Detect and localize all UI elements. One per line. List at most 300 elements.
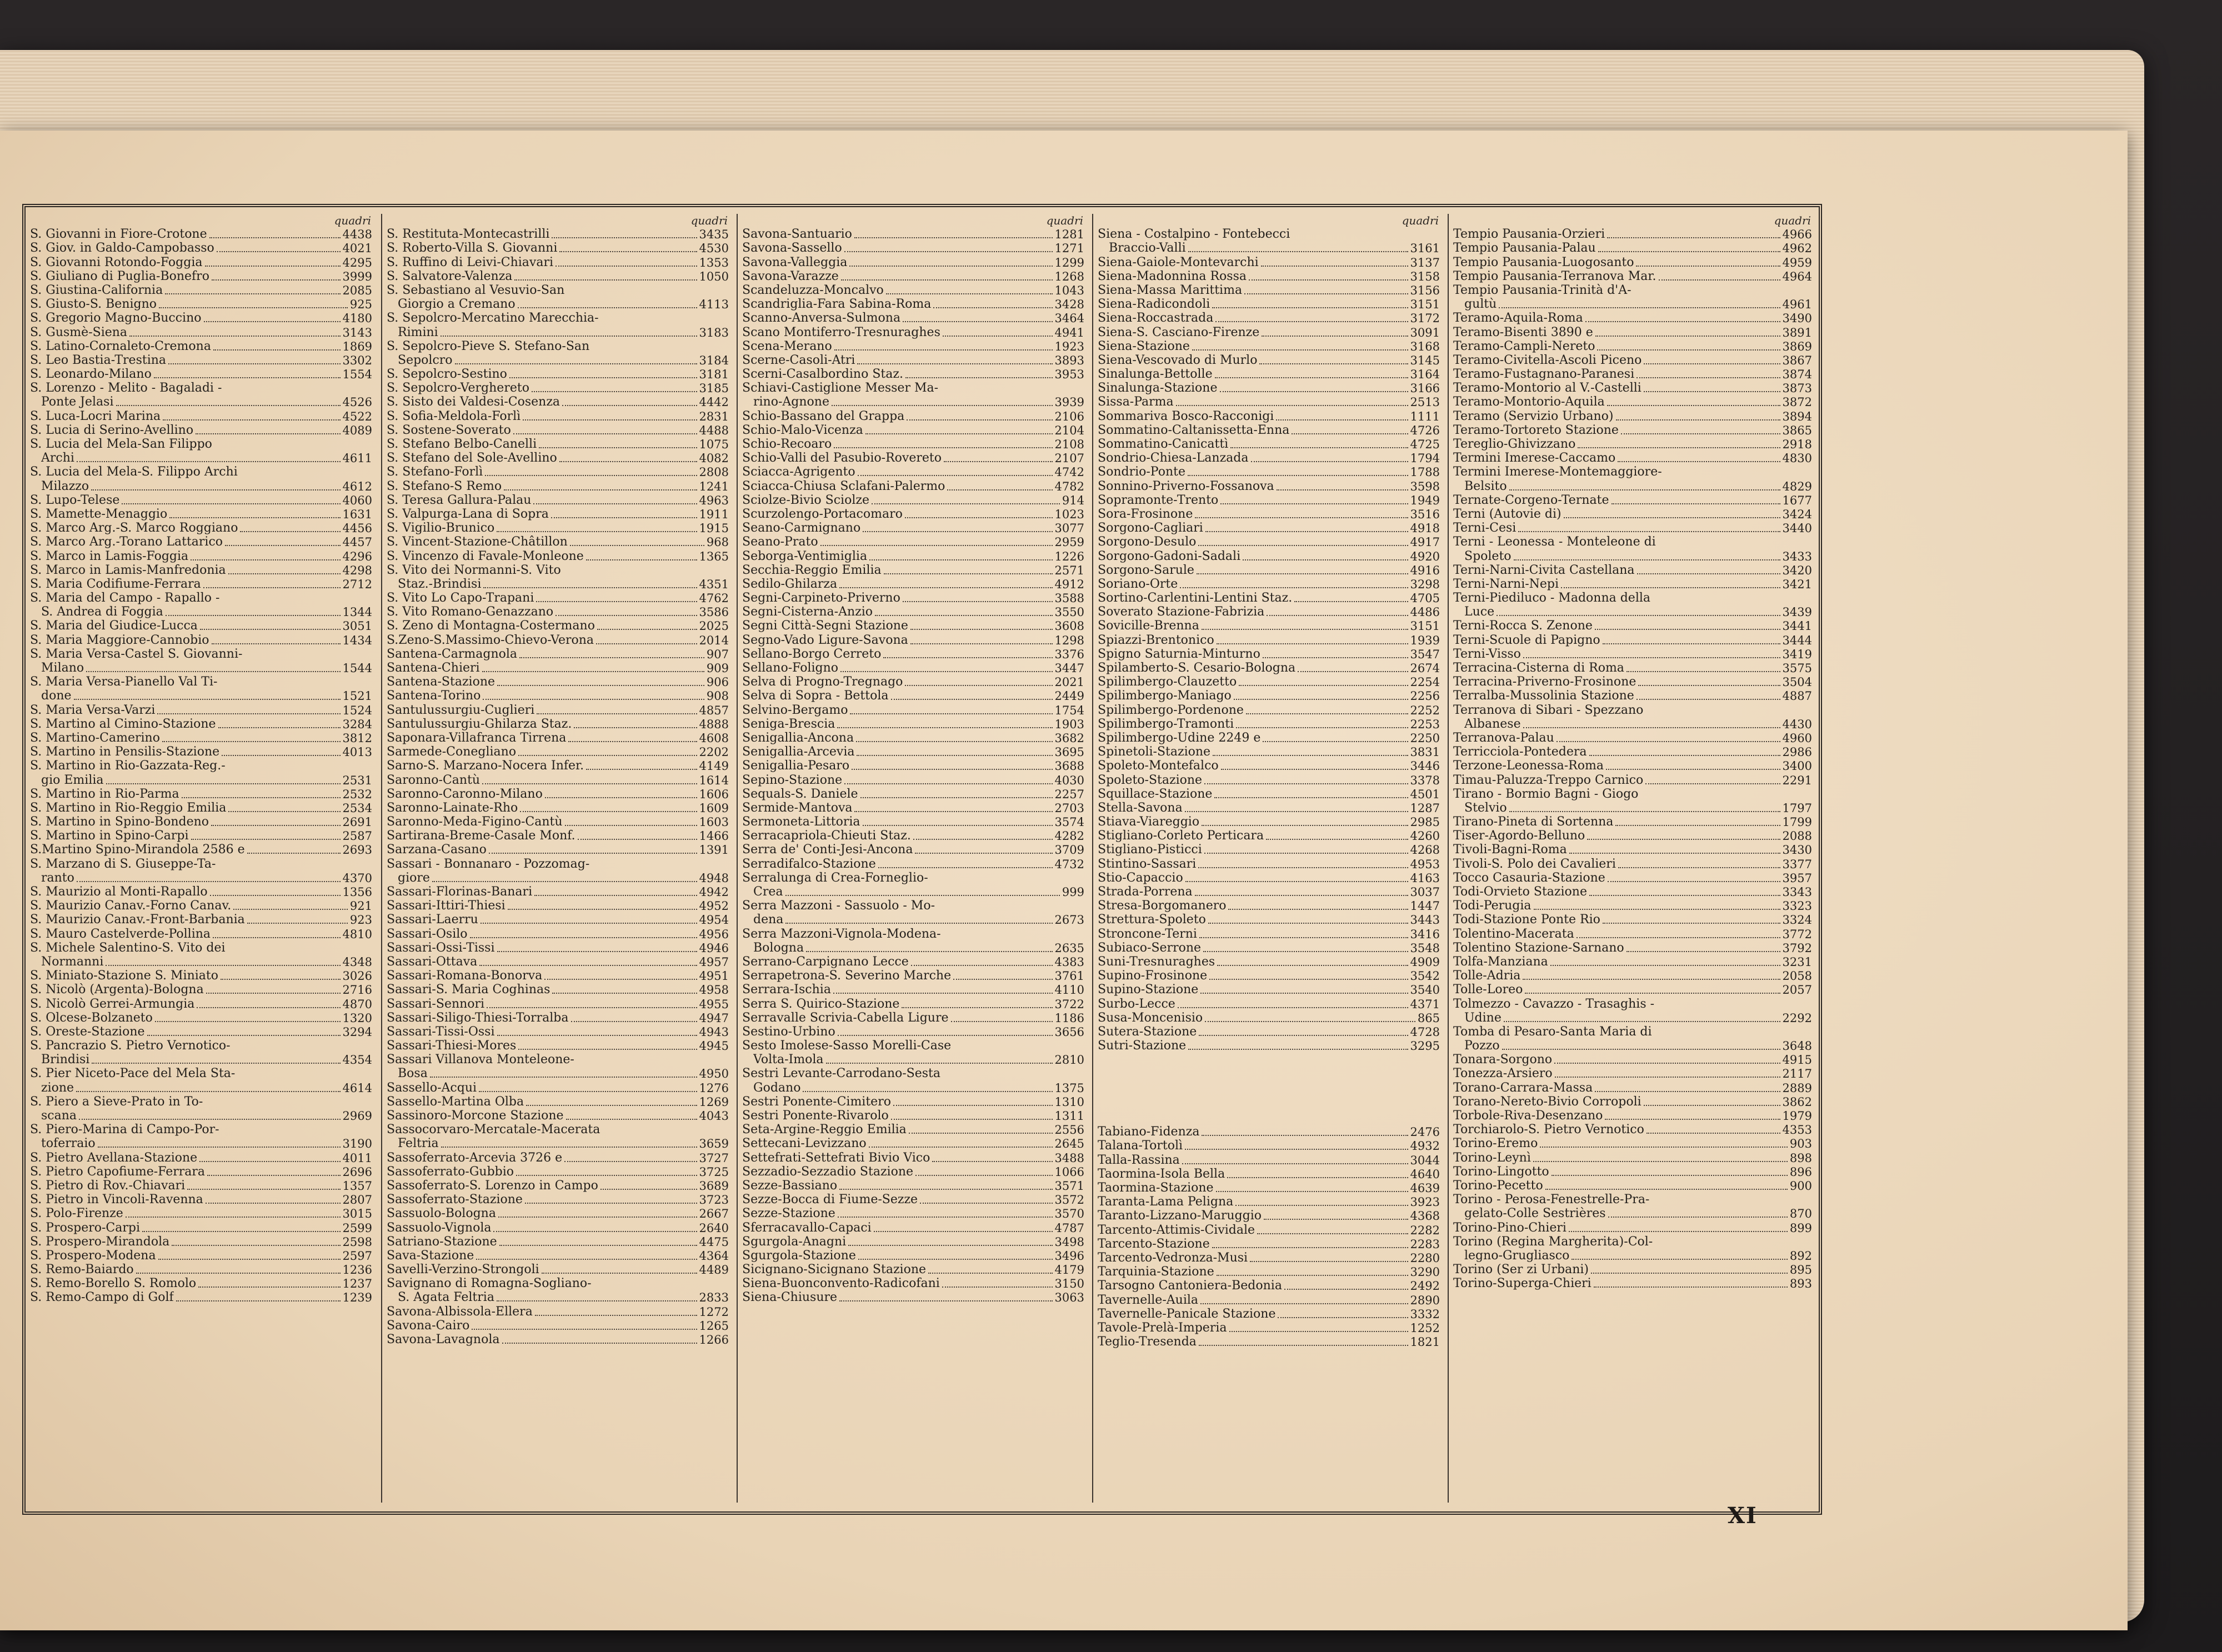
index-entry bbox=[742, 773, 1084, 787]
index-entry bbox=[1453, 1249, 1812, 1263]
dot-leader bbox=[79, 1119, 341, 1120]
map-number: 3298 bbox=[1410, 577, 1440, 591]
index-entry bbox=[30, 1150, 372, 1164]
index-entry bbox=[387, 479, 729, 493]
index-entry bbox=[742, 661, 1084, 675]
route-name: S. Martino al Cimino-Stazione bbox=[30, 717, 216, 731]
map-number: 4438 bbox=[342, 228, 372, 242]
index-entry bbox=[1453, 325, 1812, 339]
map-number: 4043 bbox=[699, 1109, 729, 1123]
index-entry bbox=[387, 745, 729, 759]
route-name: Santena-Stazione bbox=[387, 675, 496, 689]
index-entry bbox=[742, 759, 1084, 773]
map-number: 4082 bbox=[699, 452, 729, 465]
route-name: Sezze-Bocca di Fiume-Sezze bbox=[742, 1193, 918, 1207]
index-entry bbox=[30, 395, 372, 409]
map-number: 3727 bbox=[699, 1151, 729, 1165]
dot-leader bbox=[891, 699, 1053, 700]
route-name: Selvino-Bergamo bbox=[742, 703, 848, 717]
route-name: Tolentino Stazione-Sarnano bbox=[1453, 941, 1624, 955]
map-number: 2252 bbox=[1410, 703, 1440, 717]
index-entry bbox=[387, 633, 729, 647]
route-name: Terni-Cesi bbox=[1453, 522, 1517, 535]
dot-leader bbox=[1554, 1063, 1780, 1064]
dot-leader bbox=[212, 643, 341, 644]
page-number: XI bbox=[1728, 1503, 1758, 1529]
index-entry bbox=[742, 633, 1084, 647]
index-entry bbox=[30, 465, 372, 479]
map-number: 1788 bbox=[1410, 465, 1440, 479]
dot-leader bbox=[206, 993, 341, 994]
map-number: 3548 bbox=[1410, 941, 1440, 955]
route-name: Sepolcro bbox=[398, 353, 453, 367]
dot-leader bbox=[441, 336, 697, 337]
map-number: 4945 bbox=[699, 1039, 729, 1053]
map-number: 3867 bbox=[1782, 353, 1812, 367]
index-entry bbox=[1453, 619, 1812, 633]
index-entry bbox=[30, 745, 372, 759]
dot-leader bbox=[432, 881, 697, 882]
index-entry bbox=[387, 1290, 729, 1304]
index-entry bbox=[1453, 1080, 1812, 1094]
dot-leader bbox=[1185, 1149, 1408, 1150]
dot-leader bbox=[566, 1119, 697, 1120]
route-name: Sassari-S. Maria Coghinas bbox=[387, 983, 551, 997]
index-entry bbox=[30, 451, 372, 465]
map-number: 3378 bbox=[1410, 773, 1440, 787]
map-number: 4888 bbox=[699, 717, 729, 731]
index-entry bbox=[1098, 227, 1440, 241]
dot-leader bbox=[1276, 419, 1408, 420]
dot-leader bbox=[191, 559, 340, 560]
route-name: Siena-Stazione bbox=[1098, 339, 1190, 353]
index-entry bbox=[1098, 745, 1440, 759]
map-number: 2667 bbox=[699, 1207, 729, 1221]
index-entry bbox=[742, 591, 1084, 605]
index-entry bbox=[1098, 815, 1440, 829]
route-name: Teramo-Tortoreto Stazione bbox=[1453, 423, 1619, 437]
index-entry bbox=[30, 885, 372, 899]
index-entry bbox=[387, 1207, 729, 1220]
route-name: Sesto Imolese-Sasso Morelli-Case bbox=[742, 1039, 952, 1053]
index-entry bbox=[1098, 605, 1440, 619]
map-number: 2696 bbox=[342, 1165, 372, 1179]
route-name: Sassuolo-Vignola bbox=[387, 1221, 492, 1235]
dot-leader bbox=[840, 671, 1053, 672]
dot-leader bbox=[944, 461, 1053, 462]
route-name: Tarquinia-Stazione bbox=[1098, 1265, 1214, 1279]
index-entry bbox=[387, 521, 729, 535]
dot-leader bbox=[1597, 349, 1780, 351]
route-name: Stiava-Viareggio bbox=[1098, 815, 1200, 829]
dot-leader bbox=[534, 895, 697, 896]
route-name: Subiaco-Serrone bbox=[1098, 941, 1202, 955]
dot-leader bbox=[1195, 895, 1408, 896]
dot-leader bbox=[233, 909, 348, 910]
route-name: Torino (Ser zi Urbani) bbox=[1453, 1263, 1589, 1277]
index-entry bbox=[1098, 591, 1440, 605]
route-name: S. Maurizio Canav.-Forno Canav. bbox=[30, 899, 232, 913]
route-name: Udine bbox=[1464, 1011, 1502, 1025]
map-number: 1375 bbox=[1054, 1081, 1084, 1095]
index-entry bbox=[1098, 997, 1440, 1010]
index-entry bbox=[742, 563, 1084, 577]
map-number: 4947 bbox=[699, 1011, 729, 1025]
index-entry bbox=[387, 241, 729, 255]
map-number: 2598 bbox=[342, 1235, 372, 1249]
map-number: 1237 bbox=[342, 1277, 372, 1291]
map-number: 4608 bbox=[699, 731, 729, 745]
map-number: 3151 bbox=[1410, 298, 1440, 312]
map-number: 3137 bbox=[1410, 256, 1440, 269]
route-name: S. Mauro Castelverde-Pollina bbox=[30, 927, 211, 941]
dot-leader bbox=[209, 237, 341, 238]
index-entry bbox=[387, 1276, 729, 1290]
map-number: 921 bbox=[349, 899, 372, 913]
map-number: 3324 bbox=[1782, 913, 1812, 927]
map-number: 3416 bbox=[1410, 927, 1440, 941]
map-number: 1939 bbox=[1410, 633, 1440, 647]
route-name: S. Marco in Lamis-Manfredonia bbox=[30, 563, 226, 577]
index-entry bbox=[742, 423, 1084, 437]
route-name: Teramo-Aquila-Roma bbox=[1453, 312, 1583, 326]
index-entry bbox=[742, 843, 1084, 857]
route-name: Saponara-Villafranca Tirrena bbox=[387, 731, 567, 745]
dot-leader bbox=[166, 615, 341, 616]
route-name: Torino - Perosa-Fenestrelle-Pra- bbox=[1453, 1193, 1650, 1207]
map-number: 3424 bbox=[1782, 507, 1812, 521]
route-name: Todi-Stazione Ponte Rio bbox=[1453, 913, 1600, 927]
map-number: 1434 bbox=[342, 633, 372, 647]
dot-leader bbox=[586, 559, 697, 560]
map-number: 3077 bbox=[1054, 522, 1084, 535]
dot-leader bbox=[168, 363, 341, 364]
index-entry bbox=[1453, 493, 1812, 507]
route-name: S. Oreste-Stazione bbox=[30, 1025, 145, 1039]
index-entry bbox=[1098, 843, 1440, 857]
dot-leader bbox=[571, 1021, 697, 1022]
route-name: Terni-Piediluco - Madonna della bbox=[1453, 592, 1651, 605]
map-number: 3185 bbox=[699, 382, 729, 396]
index-entry bbox=[1453, 465, 1812, 479]
route-name: Sorgono-Sarule bbox=[1098, 563, 1194, 577]
dot-leader bbox=[544, 979, 697, 980]
route-name: Siena - Costalpino - Fontebecci bbox=[1098, 228, 1290, 242]
route-name: Sassoferrato-Arcevia 3726 e bbox=[387, 1151, 563, 1165]
index-entry bbox=[1098, 437, 1440, 451]
dot-leader bbox=[857, 755, 1052, 756]
index-entry bbox=[1098, 549, 1440, 563]
dot-leader bbox=[1208, 923, 1408, 924]
dot-leader bbox=[1234, 699, 1408, 700]
map-number: 1271 bbox=[1054, 242, 1084, 256]
dot-leader bbox=[485, 475, 697, 476]
map-number: 2985 bbox=[1410, 815, 1440, 829]
dot-leader bbox=[206, 1203, 341, 1204]
dot-leader bbox=[1259, 363, 1408, 364]
index-entry bbox=[742, 913, 1084, 927]
dot-leader bbox=[803, 1091, 1052, 1092]
route-name: Taranto-Lizzano-Maruggio bbox=[1098, 1209, 1262, 1223]
dot-leader bbox=[902, 1007, 1052, 1008]
dot-leader bbox=[869, 1147, 1053, 1148]
map-number: 1266 bbox=[699, 1333, 729, 1346]
index-entry bbox=[1453, 1193, 1812, 1207]
dot-leader bbox=[586, 769, 697, 770]
route-name: Sassocorvaro-Mercatale-Macerata bbox=[387, 1123, 600, 1137]
index-entry bbox=[387, 1220, 729, 1234]
route-name: Supino-Frosinone bbox=[1098, 969, 1208, 983]
index-entry bbox=[1098, 1335, 1440, 1349]
route-name: S. Maria Versa-Castel S. Giovanni- bbox=[30, 647, 243, 661]
route-name: Torano-Carrara-Massa bbox=[1453, 1081, 1593, 1095]
route-name: Tereglio-Ghivizzano bbox=[1453, 438, 1576, 451]
route-name: S. Pancrazio S. Pietro Vernotico- bbox=[30, 1039, 231, 1053]
route-name: Sgurgola-Stazione bbox=[742, 1249, 856, 1263]
map-number: 4952 bbox=[699, 899, 729, 913]
dot-leader bbox=[556, 266, 697, 267]
map-number: 1276 bbox=[699, 1081, 729, 1095]
dot-leader bbox=[1205, 1021, 1415, 1022]
dot-leader bbox=[1246, 713, 1408, 714]
route-name: Sermide-Mantova bbox=[742, 801, 853, 815]
route-name: Sorgono-Gadoni-Sadali bbox=[1098, 549, 1241, 563]
map-number: 3772 bbox=[1782, 927, 1812, 941]
map-number: 1287 bbox=[1410, 801, 1440, 815]
map-number: 2716 bbox=[342, 983, 372, 997]
index-entry bbox=[742, 619, 1084, 633]
map-number: 3323 bbox=[1782, 899, 1812, 913]
dot-leader bbox=[854, 237, 1053, 238]
map-number: 3284 bbox=[342, 717, 372, 731]
map-number: 4957 bbox=[699, 955, 729, 969]
index-entry bbox=[1098, 409, 1440, 423]
dot-leader bbox=[872, 503, 1060, 504]
route-name: S. Maria Maggiore-Cannobio bbox=[30, 633, 209, 647]
index-entry bbox=[30, 381, 372, 395]
index-entry bbox=[1098, 479, 1440, 493]
index-entry bbox=[1098, 1209, 1440, 1223]
map-number: 1365 bbox=[699, 549, 729, 563]
index-entry bbox=[1098, 703, 1440, 717]
index-entry bbox=[1098, 353, 1440, 367]
route-name: S. Marzano di S. Giuseppe-Ta- bbox=[30, 857, 216, 871]
index-entry bbox=[1098, 955, 1440, 969]
route-name: Pozzo bbox=[1464, 1039, 1500, 1053]
route-name: Teramo-Campli-Nereto bbox=[1453, 339, 1595, 353]
map-number: 3420 bbox=[1782, 563, 1812, 577]
index-entry bbox=[742, 395, 1084, 409]
map-number: 2571 bbox=[1054, 563, 1084, 577]
dot-leader bbox=[1569, 853, 1780, 854]
index-entry bbox=[387, 885, 729, 899]
dot-leader bbox=[1229, 1331, 1408, 1332]
map-number: 4782 bbox=[1054, 479, 1084, 493]
index-entry bbox=[1453, 815, 1812, 829]
map-number: 2058 bbox=[1782, 969, 1812, 983]
index-entry bbox=[30, 227, 372, 241]
index-entry bbox=[1453, 395, 1812, 409]
dot-leader bbox=[839, 587, 1052, 588]
index-entry bbox=[387, 255, 729, 269]
index-entry bbox=[30, 717, 372, 731]
map-number: 3999 bbox=[342, 269, 372, 283]
index-entry bbox=[742, 829, 1084, 843]
route-name: Torino-Superga-Chieri bbox=[1453, 1277, 1592, 1291]
route-name: Schio-Malo-Vicenza bbox=[742, 423, 863, 437]
dot-leader bbox=[455, 363, 697, 364]
map-number: 4787 bbox=[1054, 1221, 1084, 1235]
dot-leader bbox=[106, 783, 341, 784]
dot-leader bbox=[200, 629, 341, 630]
map-number: 4296 bbox=[342, 549, 372, 563]
map-number: 4371 bbox=[1410, 997, 1440, 1011]
index-entry bbox=[30, 1011, 372, 1025]
index-entry bbox=[387, 297, 729, 311]
dot-leader bbox=[1603, 923, 1780, 924]
map-number: 3430 bbox=[1782, 843, 1812, 857]
dot-leader bbox=[518, 1049, 697, 1050]
index-entry bbox=[387, 773, 729, 787]
index-entry bbox=[30, 1039, 372, 1053]
index-entry bbox=[30, 857, 372, 870]
map-number: 3953 bbox=[1054, 368, 1084, 382]
dot-leader bbox=[1621, 433, 1780, 434]
route-name: S. Leo Bastia-Trestina bbox=[30, 353, 167, 367]
index-entry bbox=[30, 1235, 372, 1249]
route-name: Tarcento-Stazione bbox=[1098, 1237, 1210, 1251]
index-entry bbox=[1453, 1123, 1812, 1137]
index-entry bbox=[1098, 311, 1440, 325]
index-entry bbox=[387, 1053, 729, 1067]
index-entry bbox=[1098, 255, 1440, 269]
map-number: 3091 bbox=[1410, 326, 1440, 339]
map-number: 4960 bbox=[1782, 731, 1812, 745]
route-name: Tavernelle-Panicale Stazione bbox=[1098, 1307, 1276, 1321]
dot-leader bbox=[472, 1329, 697, 1330]
index-entry bbox=[1098, 367, 1440, 381]
index-entry bbox=[1098, 493, 1440, 507]
index-entry bbox=[387, 423, 729, 437]
route-name: S. Stefano Belbo-Canelli bbox=[387, 438, 537, 451]
route-name: Tirano-Pineta di Sortenna bbox=[1453, 815, 1614, 829]
dot-leader bbox=[832, 405, 1053, 406]
map-number: 892 bbox=[1789, 1249, 1812, 1263]
index-entry bbox=[387, 493, 729, 507]
map-number: 4260 bbox=[1410, 829, 1440, 843]
index-entry bbox=[1453, 227, 1812, 241]
column-header-quadri: quadri bbox=[1402, 214, 1439, 227]
map-number: 3443 bbox=[1410, 913, 1440, 927]
index-entry bbox=[1453, 1095, 1812, 1109]
map-number: 2918 bbox=[1782, 438, 1812, 451]
route-name: Teramo-Montorio-Aquila bbox=[1453, 396, 1605, 409]
index-entry bbox=[1098, 1293, 1440, 1306]
dot-leader bbox=[479, 965, 697, 966]
index-entry bbox=[1098, 885, 1440, 899]
dot-leader bbox=[907, 419, 1052, 420]
dot-leader bbox=[1504, 1021, 1780, 1022]
dot-leader bbox=[1263, 741, 1408, 742]
map-number: 898 bbox=[1789, 1151, 1812, 1165]
route-name: Luce bbox=[1464, 605, 1495, 619]
map-number: 3044 bbox=[1410, 1153, 1440, 1167]
dot-leader bbox=[502, 1343, 697, 1344]
dot-leader bbox=[920, 1203, 1052, 1204]
map-number: 2807 bbox=[342, 1193, 372, 1207]
index-entry bbox=[30, 409, 372, 423]
route-name: Soverato Stazione-Fabrizia bbox=[1098, 605, 1265, 619]
index-entry bbox=[387, 1067, 729, 1080]
map-number: 3231 bbox=[1782, 955, 1812, 969]
route-name: S. Sisto dei Valdesi-Cosenza bbox=[387, 396, 560, 409]
dot-leader bbox=[552, 993, 697, 994]
dot-leader bbox=[523, 419, 697, 420]
dot-leader bbox=[568, 741, 697, 742]
route-name: Stintino-Sassari bbox=[1098, 857, 1197, 871]
dot-leader bbox=[1595, 336, 1780, 337]
map-number: 4966 bbox=[1782, 228, 1812, 242]
map-number: 1111 bbox=[1410, 409, 1440, 423]
route-name: Torino-Eremo bbox=[1453, 1137, 1538, 1151]
index-entry bbox=[30, 311, 372, 325]
index-entry bbox=[742, 353, 1084, 367]
index-entry bbox=[387, 507, 729, 521]
dot-leader bbox=[1644, 363, 1780, 364]
route-name: Senigallia-Pesaro bbox=[742, 759, 850, 773]
dot-leader bbox=[508, 909, 697, 910]
route-name: Sassinoro-Morcone Stazione bbox=[387, 1109, 564, 1123]
route-name: Sferracavallo-Capaci bbox=[742, 1221, 872, 1235]
dot-leader bbox=[953, 979, 1052, 980]
column-header-quadri: quadri bbox=[1046, 214, 1083, 227]
route-name: Sassari-Sennori bbox=[387, 997, 485, 1011]
map-number: 4870 bbox=[342, 997, 372, 1011]
map-number: 3166 bbox=[1410, 382, 1440, 396]
route-name: Sassari - Bonnanaro - Pozzomag- bbox=[387, 857, 590, 871]
index-entry bbox=[1098, 717, 1440, 731]
index-entry bbox=[1098, 381, 1440, 395]
map-number: 2250 bbox=[1410, 731, 1440, 745]
index-entry bbox=[387, 871, 729, 885]
dot-leader bbox=[1294, 601, 1408, 602]
map-number: 4030 bbox=[1054, 773, 1084, 787]
index-entry bbox=[1453, 479, 1812, 493]
dot-leader bbox=[1228, 909, 1408, 910]
map-number: 3290 bbox=[1410, 1265, 1440, 1279]
index-entry bbox=[30, 1123, 372, 1137]
index-entry bbox=[1453, 703, 1812, 717]
route-name: Giorgio a Cremano bbox=[398, 298, 516, 312]
map-number: 4475 bbox=[699, 1235, 729, 1249]
index-entry bbox=[387, 969, 729, 983]
dot-leader bbox=[1564, 517, 1780, 518]
index-entry bbox=[30, 633, 372, 647]
route-name: Strada-Porrena bbox=[1098, 885, 1193, 899]
index-entry bbox=[387, 577, 729, 591]
map-number: 3377 bbox=[1782, 857, 1812, 871]
index-entry bbox=[30, 1095, 372, 1109]
index-entry bbox=[1453, 801, 1812, 815]
map-number: 3037 bbox=[1410, 885, 1440, 899]
map-number: 2104 bbox=[1054, 423, 1084, 437]
dot-leader bbox=[915, 853, 1052, 854]
map-number: 2021 bbox=[1054, 675, 1084, 689]
route-name: Soriano-Orte bbox=[1098, 577, 1178, 591]
dot-leader bbox=[1204, 783, 1408, 784]
route-name: Terracina-Priverno-Frosinone bbox=[1453, 675, 1637, 689]
route-name: Sassoferrato-Stazione bbox=[387, 1193, 523, 1207]
